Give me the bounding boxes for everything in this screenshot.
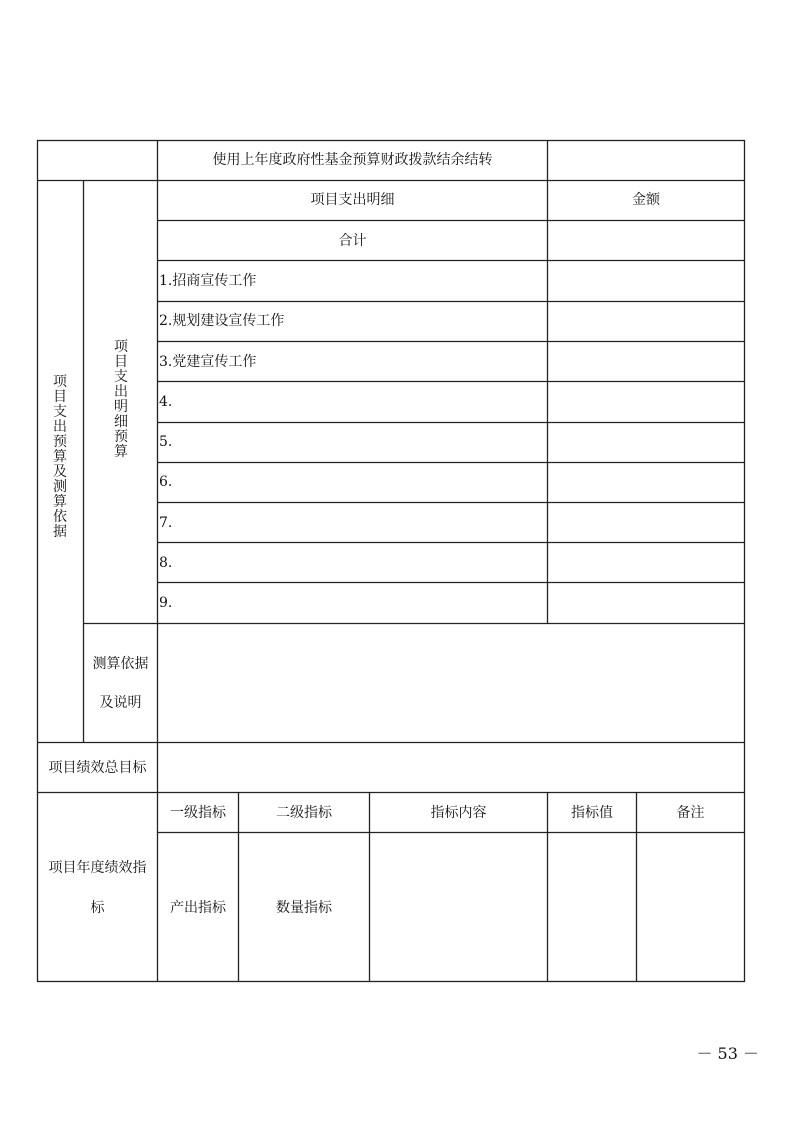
list-item: 4. [159, 394, 173, 410]
goal-label: 项目绩效总目标 [48, 760, 147, 776]
indicator-header-remark: 备注 [676, 805, 705, 821]
list-item: 3.党建宣传工作 [159, 354, 257, 370]
indicators-label-line2: 标 [90, 900, 105, 916]
indicator-header-content: 指标内容 [430, 805, 487, 821]
sub-label-detail-budget: 项目支出明细预算 [114, 339, 128, 460]
indicator-level1-output: 产出指标 [170, 900, 226, 916]
indicator-level2-quantity: 数量指标 [276, 900, 332, 916]
total-label: 合计 [338, 233, 367, 249]
list-item: 2.规划建设宣传工作 [159, 313, 285, 329]
list-item: 7. [159, 515, 173, 531]
top-row-title: 使用上年度政府性基金预算财政拨款结余结转 [212, 152, 493, 168]
column-header-amount: 金额 [632, 192, 660, 208]
list-item: 1.招商宣传工作 [159, 273, 257, 289]
indicator-header-level2: 二级指标 [276, 805, 332, 821]
indicators-label-line1: 项目年度绩效指 [48, 860, 147, 876]
page-number: － 53 － [696, 1044, 759, 1063]
column-header-detail: 项目支出明细 [310, 192, 395, 208]
section-label-budget: 项目支出预算及测算依据 [53, 374, 67, 540]
list-item: 6. [159, 474, 173, 490]
list-item: 8. [159, 555, 173, 571]
indicator-header-value: 指标值 [571, 805, 613, 821]
basis-label-line2: 及说明 [99, 695, 142, 711]
list-item: 5. [159, 434, 173, 450]
indicator-header-level1: 一级指标 [170, 805, 226, 821]
list-item: 9. [159, 595, 173, 611]
basis-label-line1: 测算依据 [92, 656, 149, 672]
